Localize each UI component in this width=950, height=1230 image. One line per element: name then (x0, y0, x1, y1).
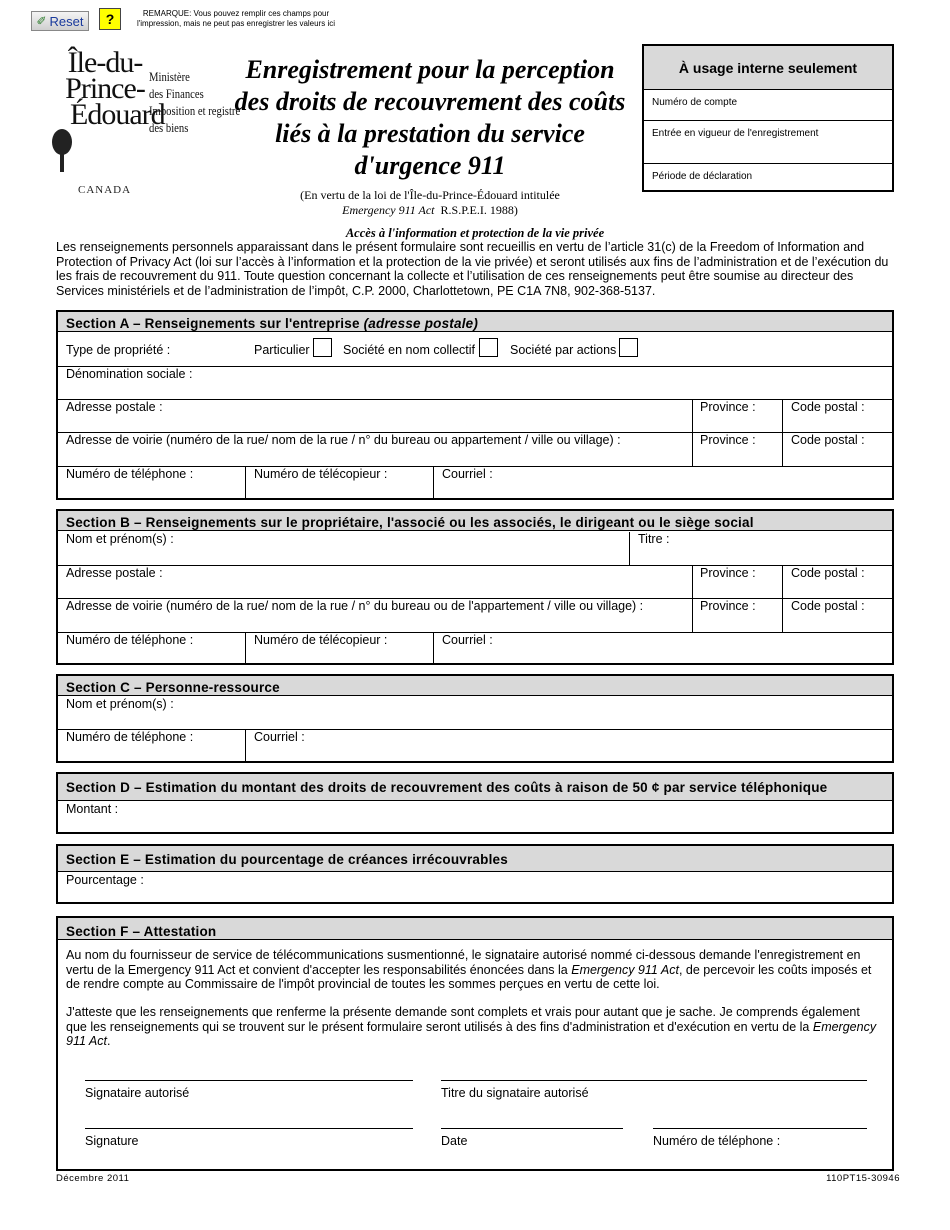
logo-country: CANADA (78, 184, 132, 196)
section-a-title: Section A – Renseignements sur l'entreprise (adresse postale) (58, 312, 892, 332)
section-a (56, 310, 894, 500)
footer-date: Décembre 2011 (56, 1173, 130, 1184)
owner-title-label: Titre : (638, 532, 670, 546)
amount-label: Montant : (66, 802, 119, 816)
province-label: Province : (700, 400, 756, 414)
individual-checkbox[interactable] (313, 338, 332, 357)
street-address-input[interactable] (66, 449, 686, 465)
tree-icon (50, 126, 74, 176)
section-e (56, 844, 894, 904)
fax-label: Numéro de télécopieur : (254, 467, 388, 481)
ministry-name: Ministère des Finances Imposition et registre des biens (149, 69, 241, 135)
section-d-title: Section D – Estimation du montant des droits de recouvrement des coûts à raison de 50 ¢ par service téléphonique (58, 774, 892, 801)
section-e-title: Section E – Estimation du pourcentage de créances irrécouvrables (58, 846, 892, 872)
signature-label: Signature (85, 1134, 139, 1148)
reporting-period-field: Période de déclaration (652, 171, 753, 182)
signature-line[interactable] (85, 1128, 413, 1129)
mailing-address-label: Adresse postale : (66, 400, 163, 414)
effective-date-field: Entrée en vigueur de l'enregistrement (644, 121, 892, 164)
province-label-2: Province : (700, 433, 756, 447)
signatory-title-label: Titre du signataire autorisé (441, 1086, 589, 1100)
authorized-signatory-line[interactable] (85, 1080, 413, 1081)
email-label: Courriel : (442, 467, 493, 481)
contact-phone-label: Numéro de téléphone : (66, 730, 194, 744)
authorized-signatory-label: Signataire autorisé (85, 1086, 190, 1100)
logo-line-3: Édouard (70, 98, 165, 131)
corporation-label: Société par actions (510, 343, 617, 357)
logo-line-2: Prince- (65, 72, 145, 105)
percentage-label: Pourcentage : (66, 873, 144, 887)
owner-email-label: Courriel : (442, 633, 493, 647)
logo-line-1: Île-du- (67, 46, 143, 79)
section-b-title: Section B – Renseignements sur le propriétaire, l'associé ou les associés, le dirigeant ou le siège social (58, 511, 892, 531)
account-number-field: Numéro de compte (644, 90, 892, 121)
page-title: Enregistrement pour la perception des droits de recouvrement des coûts liés à la prestation du service d'urgence 911 (234, 55, 626, 180)
postal-code-label: Code postal : (791, 400, 865, 414)
privacy-heading: Accès à l'information et protection de la vie privée (345, 226, 605, 240)
percentage-input[interactable] (66, 887, 886, 901)
privacy-text: Les renseignements personnels apparaissant dans le présent formulaire sont recueillis en vertu de l’article 31(c) de la Freedom of Information and Protection of Privacy Act (loi sur l’accès à l’information et la protection de la vie privée) et seront utilisés aux fins de l’administration et de l’exécution du les frais de recouvrement du 911. Toute question concernant la collecte et l’utilisation de ces renseignements peut être soumise au directeur des Services ministériels et de l’administration de l’impôt, C.P. 2000, Charlottetown, PE C1A 7N8, 902-368-5137. (56, 240, 889, 298)
owner-phone-label: Numéro de téléphone : (66, 633, 194, 647)
province-logo (60, 46, 165, 131)
owner-postal-code-label: Code postal : (791, 566, 865, 580)
reset-label: Reset (49, 13, 84, 29)
ownership-type-label: Type de propriété : (66, 343, 171, 357)
section-f-title: Section F – Attestation (58, 918, 892, 940)
amount-input[interactable] (66, 816, 886, 830)
reset-button[interactable] (31, 11, 89, 31)
attestation-paragraph-1: Au nom du fournisseur de service de télécommunications susmentionné, le signataire autorisé nommé ci-dessous demande l'enregistrement en vertu de la Emergency 911 Act et convient d'accepter les responsabilités énoncées dans la Emergency 911 Act, de percevoir les coûts imposés et de rendre compte au Commissaire de l'impôt provincial de toutes les sommes perçues en vertu de cette loi. (66, 948, 872, 991)
owner-province-label-2: Province : (700, 599, 756, 613)
section-f (56, 916, 894, 1171)
internal-use-heading: À usage interne seulement (644, 46, 892, 90)
signatory-phone-line[interactable] (653, 1128, 867, 1129)
page-subtitle: (En vertu de la loi de l'Île-du-Prince-Édouard intitulée Emergency 911 Act R.S.P.E.I. 1988) (300, 188, 560, 217)
owner-name-label: Nom et prénom(s) : (66, 532, 174, 546)
owner-province-label: Province : (700, 566, 756, 580)
postal-code-label-2: Code postal : (791, 433, 865, 447)
partnership-label: Société en nom collectif (343, 343, 476, 357)
street-address-label: Adresse de voirie (numéro de la rue/ nom de la rue / n° du bureau ou appartement / ville ou village) : (66, 433, 621, 447)
eraser-icon: ✐ (36, 14, 47, 28)
contact-email-label: Courriel : (254, 730, 305, 744)
section-d (56, 772, 894, 834)
help-button[interactable]: ? (99, 8, 121, 30)
legal-name-input[interactable] (208, 368, 888, 398)
section-c-title: Section C – Personne-ressource (58, 676, 892, 696)
corporation-checkbox[interactable] (619, 338, 638, 357)
attestation-paragraph-2: J'atteste que les renseignements que renferme la présente demande sont complets et vrais pour autant que je sache. Je comprends également que les renseignements qui se trouvent sur le présent formulaire seront utilisés à des fins d'administration et d'exécution en vertu de la Emergency 911 Act. (66, 1005, 877, 1048)
section-c (56, 674, 894, 763)
internal-use-box (642, 44, 894, 192)
owner-mailing-address-label: Adresse postale : (66, 566, 163, 580)
phone-label: Numéro de téléphone : (66, 467, 194, 481)
section-b (56, 509, 894, 665)
signatory-title-line[interactable] (441, 1080, 867, 1081)
partnership-checkbox[interactable] (479, 338, 498, 357)
owner-fax-label: Numéro de télécopieur : (254, 633, 388, 647)
individual-label: Particulier (254, 343, 310, 357)
remark-note: REMARQUE: Vous pouvez remplir ces champs pour l'impression, mais ne peut pas enregistrer les valeurs ici (136, 9, 336, 28)
owner-postal-code-label-2: Code postal : (791, 599, 865, 613)
signatory-phone-label: Numéro de téléphone : (653, 1134, 781, 1148)
owner-street-address-label: Adresse de voirie (numéro de la rue/ nom de la rue / n° du bureau ou de l'appartement / ville ou village) : (66, 599, 644, 613)
date-label: Date (441, 1134, 468, 1148)
contact-name-label: Nom et prénom(s) : (66, 697, 174, 711)
form-number: 110PT15-30946 (826, 1173, 900, 1184)
date-line[interactable] (441, 1128, 623, 1129)
legal-name-label: Dénomination sociale : (66, 367, 193, 381)
